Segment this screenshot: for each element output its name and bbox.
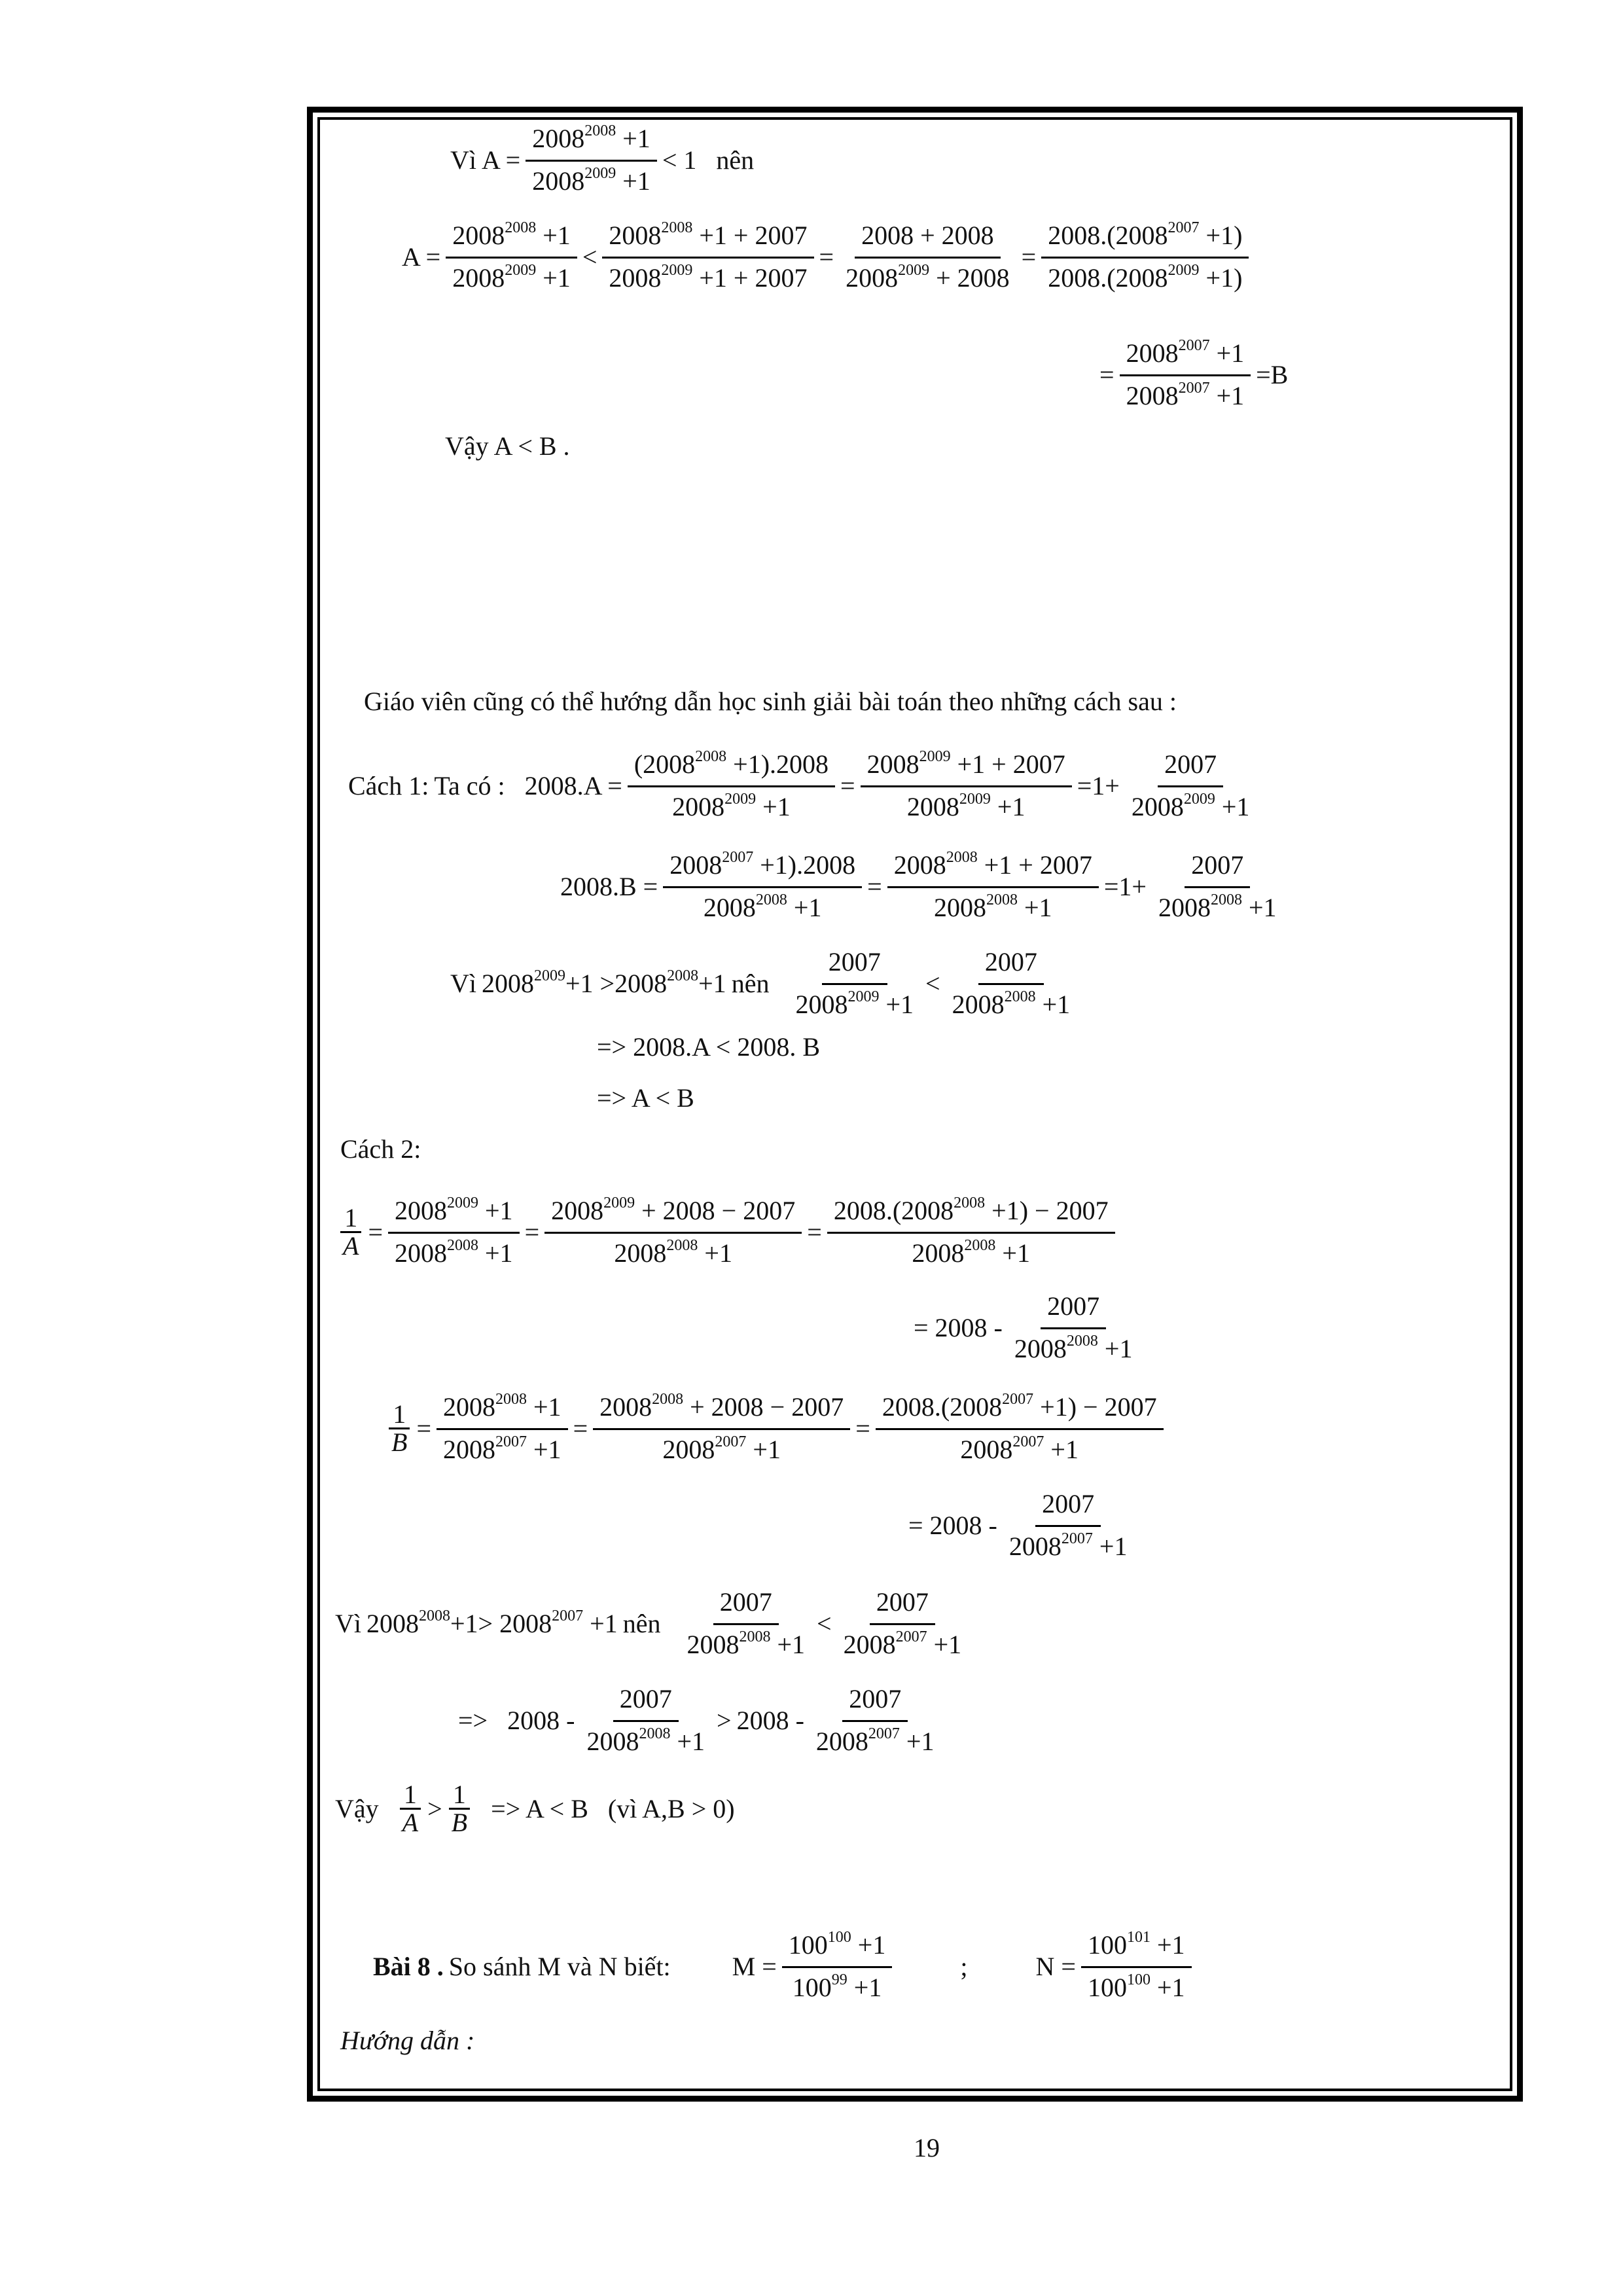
fraction-plus-2007: $\frac{2008^{2008} +1 + 2007}{2008^{2009} +1 + 2007}$ (602, 223, 813, 291)
fraction-plus-2008: $\frac{2008 + 2008}{2008^{2009} + 2008}$ (846, 221, 1010, 293)
line-huong-dan: Hướng dẫn : (340, 2026, 475, 2055)
line-equals-b: = $\frac{2008^{2007} +1}{2008^{2007} +1}$ =B (1099, 337, 1289, 410)
line-1-over-a: $\frac{1}{A}$ = $\frac{2008^{2009} +1}{2008^{2008} +1}$ = $\frac{2008^{2009} + 2008 - 2007}{2008^{2008} +1}$ = $\frac{2008.(2008^{2008} +1) - 2007}{2008^{2008} +1}$ (336, 1198, 1118, 1266)
line-vi-compare-2: Vì $2008^{2008}+1> 2008^{2007} +1$ nên $\frac{2007}{2008^{2008} +1}$ < $\frac{2007}{2008^{2007} +1}$ (335, 1587, 962, 1659)
fraction-factored: $\frac{2008.(2008^{2007} +1)}{2008.(2008^{2009} +1)}$ (1041, 223, 1249, 291)
intro-text: Giáo viên cũng có thể hướng dẫn học sinh giải bài toán theo những cách sau : (364, 687, 1177, 716)
line-bai8: Bài 8 . So sánh M và N biết: M = $\frac{100^{100} +1}{100^{99} +1}$ ; N = $\frac{100^{101} +1}{100^{100} +1}$ (370, 1932, 1194, 2001)
heading-cach2: Cách 2: (340, 1134, 421, 1164)
fraction-b: $\frac{2008^{2007} +1}{2008^{2007} +1}$ (1120, 340, 1251, 409)
line-1-over-a-result: = 2008 - $\frac{2007}{2008^{2008} +1}$ (914, 1291, 1133, 1363)
fraction-n: $\frac{100^{101} +1}{100^{100} +1}$ (1081, 1932, 1192, 2001)
line-1-over-b: $\frac{1}{B}$ = $\frac{2008^{2008} +1}{2008^{2007} +1}$ = $\frac{2008^{2008} + 2008 - 2007}{2008^{2007} +1}$ = $\frac{2008.(2008^{2007} +1) - 2007}{2008^{2007} +1}$ (385, 1394, 1166, 1463)
page-number: 19 (914, 2133, 940, 2162)
fraction-m: $\frac{100^{100} +1}{100^{99} +1}$ (782, 1932, 893, 2001)
line-1-over-b-result: = 2008 - $\frac{2007}{2008^{2007} +1}$ (908, 1489, 1128, 1561)
line-vi-a-less-1: Vì A = $\frac{2008^{2008} +1}{2008^{2009} +1}$ < 1 nên (450, 122, 755, 196)
line-conclusion-1: Vậy A < B . (445, 431, 570, 461)
line-2008b: 2008.B = $\frac{2008^{2007} +1).2008}{2008^{2008} +1}$ = $\frac{2008^{2008} +1 + 2007}{2008^{2008} +1}$ =1+ $\frac{2007}{2008^{2008} +1}$ (560, 849, 1277, 922)
line-implies-ab-1: => A < B (597, 1083, 694, 1113)
line-a-chain: A = $\frac{2008^{2008} +1}{2008^{2009} +1}$ < $\frac{2008^{2008} +1 + 2007}{2008^{2009} +1 + 2007}$ = $\frac{2008 + 2008}{2008^{2009} + 2008}$ = $\frac{2008.(2008^{2007} +1)}{2008.(2008^{2009} +1)}$ (399, 223, 1251, 291)
line-implies-compare: => 2008 - $\frac{2007}{2008^{2008} +1}$ > 2008 - $\frac{2007}{2008^{2007} +1}$ (458, 1684, 935, 1756)
fraction-a: $\frac{2008^{2008} +1}{2008^{2009} +1}$ (526, 126, 657, 194)
line-conclusion-2: Vậy $\frac{1}{A}$ > $\frac{1}{B}$ => A < B (vì A,B > 0) (335, 1780, 735, 1837)
line-vi-compare-1: Vì $2008^{2009}+1 >2008^{2008}+1$ nên $\frac{2007}{2008^{2009} +1}$ < $\frac{2007}{2008^{2008} +1}$ (450, 947, 1071, 1019)
line-implies-2008: => 2008.A < 2008. B (597, 1032, 821, 1062)
line-cach1-2008a: Cách 1: Ta có : 2008.A = $\frac{(2008^{2008} +1).2008}{2008^{2009} +1}$ = $\frac{2008^{2009} +1 + 2007}{2008^{2009} +1}$ =1+ $\frac{2007}{2008^{2009} +1}$ (348, 748, 1250, 821)
fraction-a-original: $\frac{2008^{2008} +1}{2008^{2009} +1}$ (446, 223, 577, 291)
